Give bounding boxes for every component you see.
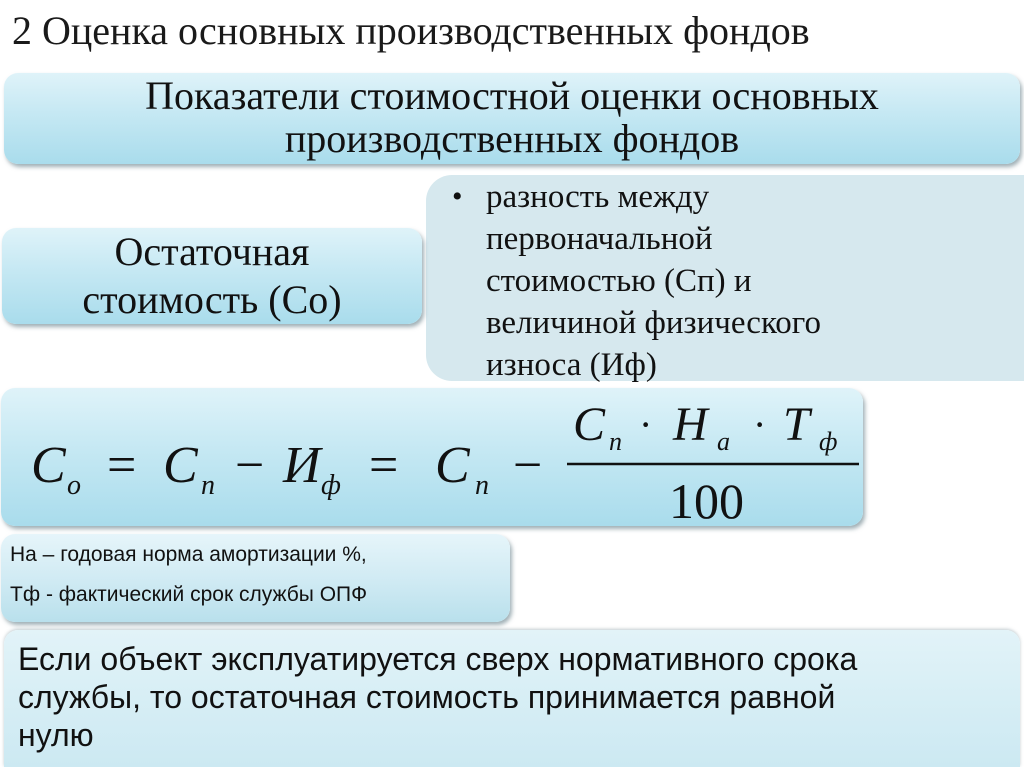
residual-line-2: стоимость (Со) <box>82 277 342 322</box>
formula-sub-f-1: ф <box>321 470 341 501</box>
formula-num-sub-p: п <box>609 427 622 456</box>
note-depreciation-rate: На – годовая норма амортизации %, <box>10 543 367 566</box>
formula-c-p-2: C <box>435 437 470 494</box>
formula-sub-p-1: п <box>201 470 215 501</box>
residual-line-1: Остаточная <box>114 229 310 274</box>
formula-minus-2: − <box>513 437 543 494</box>
formula-dot-1: · <box>639 402 653 447</box>
indicators-header-text <box>4 74 1020 160</box>
formula-eq-1: = <box>107 437 137 494</box>
conclusion-text <box>18 640 1008 754</box>
formula-i-f: И <box>283 437 321 494</box>
formula-num-h: H <box>673 398 708 451</box>
header-line-1: Показатели стоимостной оценки основных <box>145 73 879 118</box>
note-service-life: Тф - фактический срок службы ОПФ <box>10 583 368 606</box>
definition-line-3: стоимостью (Сп) и <box>486 263 752 299</box>
definition-line-5: износа (Иф) <box>486 347 657 383</box>
definition-line-2: первоначальной <box>486 221 713 257</box>
formula-sub-o: о <box>67 470 81 501</box>
definition-text <box>486 176 966 386</box>
notation-box <box>1 534 510 622</box>
slide-title: 2 Оценка основных производственных фондов <box>12 8 810 53</box>
formula-minus-1: − <box>235 437 265 494</box>
formula-dot-2: · <box>753 402 767 447</box>
formula-c-o: C <box>31 437 66 494</box>
formula-box <box>1 388 863 526</box>
residual-value-box <box>2 228 422 324</box>
header-line-2: производственных фондов <box>284 116 740 161</box>
formula-c-p-1: C <box>163 437 198 494</box>
conclusion-line-3: нулю <box>18 717 94 753</box>
formula-num-c: C <box>573 398 606 451</box>
conclusion-line-2: службы, то остаточная стоимость принимается равной <box>18 679 836 715</box>
definition-line-4: величиной физического <box>486 305 822 341</box>
indicators-header-box <box>4 73 1020 164</box>
conclusion-line-1: Если объект эксплуатируется сверх нормативного срока <box>18 641 858 677</box>
formula-eq-2: = <box>369 437 399 494</box>
formula-sub-p-2: п <box>475 470 489 501</box>
formula-num-sub-a: а <box>717 427 730 456</box>
formula-num-t: T <box>783 398 810 451</box>
formula-denominator: 100 <box>669 473 744 526</box>
residual-value-label <box>2 228 422 324</box>
conclusion-box <box>4 630 1020 767</box>
residual-value-formula <box>1 388 863 526</box>
definition-line-1: разность между <box>486 179 710 215</box>
bullet-icon: • <box>452 180 463 213</box>
formula-num-sub-f: ф <box>819 427 838 456</box>
